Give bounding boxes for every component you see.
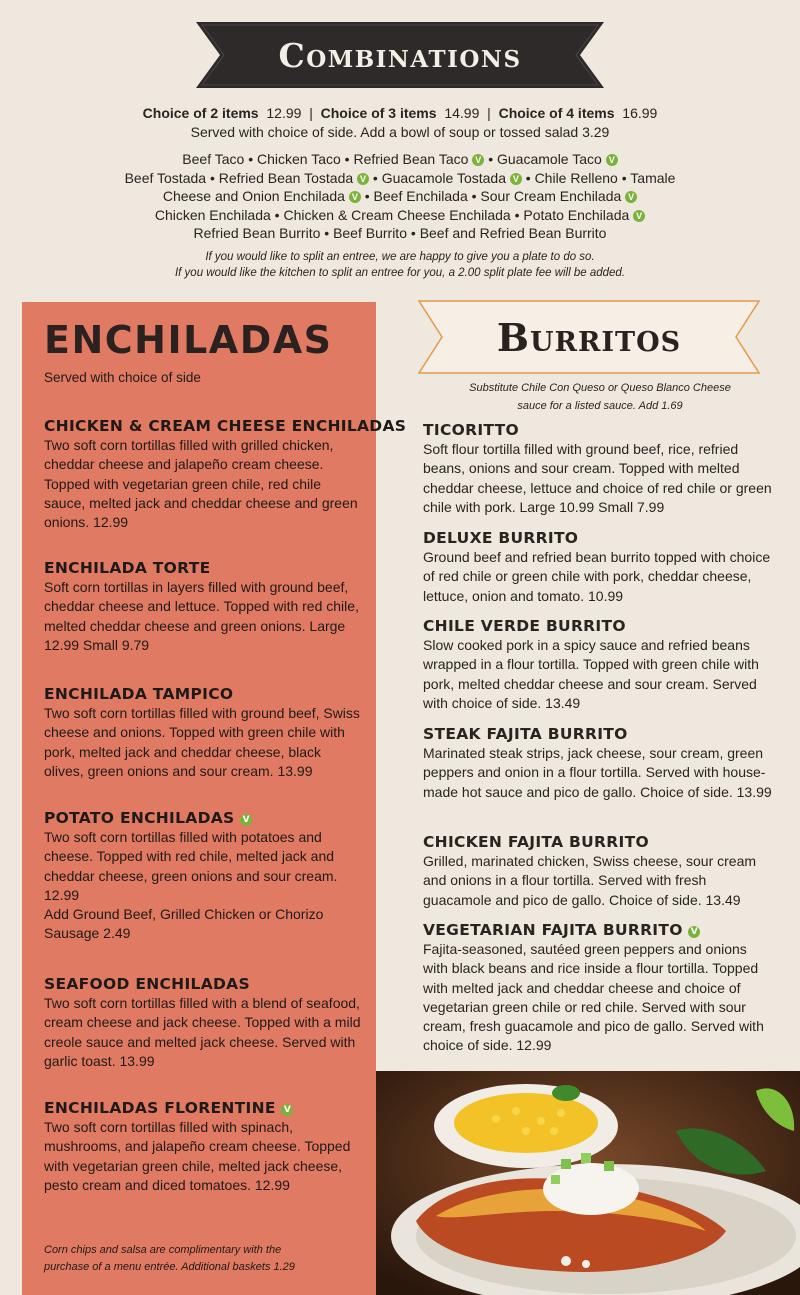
item-name-text: ENCHILADAS FLORENTINE [44,1099,276,1117]
bullet-separator: • [270,206,284,223]
item-description: Slow cooked pork in a spicy sauce and refried beans wrapped in a flour tortilla. Topped with green chile with pork, melted cheddar cheese and sour cream. Served with choice of side. 13.49 [423,637,759,711]
split-note-line: If you would like to split an entree, we are happy to give you a plate to do so. [205,250,595,263]
price-value: 16.99 [622,105,658,121]
item-name-text: POTATO ENCHILADAS [44,809,235,827]
footnote-line: purchase of a menu entrée. Additional baskets 1.29 [44,1261,295,1273]
menu-item [423,420,773,517]
vegetarian-icon: V [472,154,484,166]
vegetarian-icon: V [240,814,252,826]
combination-items-row [0,150,800,169]
enchiladas-subtitle: Served with choice of side [44,370,201,385]
item-description: Ground beef and refried bean burrito topped with choice of red chile or green chile with pork, cheddar cheese, lettuce, onion and tomato. 10.99 [423,549,771,604]
combination-item: Sour Cream Enchilada [480,188,622,205]
bullet-separator: • [617,169,631,186]
price-label: Choice of 4 items [498,105,615,121]
item-name: TICORITTO [423,421,519,439]
burritos-title: Burritos [496,314,682,360]
combination-item: Chicken Enchilada [154,206,271,223]
item-description: Two soft corn tortillas filled with ground beef, Swiss cheese and onions. Topped with green chile with pork, melted jack and cheddar cheese, black olives, green onions and sour cream. 13.99 [44,705,360,779]
split-note [0,249,800,281]
price-value: 14.99 [444,105,480,121]
item-name: DELUXE BURRITO [423,529,579,547]
combination-item: Guacamole Taco [497,151,602,167]
combination-item: Tamale [630,169,676,186]
bullet-separator: • [510,206,524,223]
item-description: Fajita-seasoned, sautéed green peppers and onions with black beans and rice inside a flour tortilla. Topped with melted jack and cheddar cheese and choice of vegetarian green chile or red chile. Served with sour cream, fresh guacamole and pico de gallo. Served with choice of side. 12.99 [423,941,764,1054]
item-addon: Add Ground Beef, Grilled Chicken or Chorizo Sausage 2.49 [44,906,324,942]
combination-item: Chicken & Cream Cheese Enchilada [283,206,511,223]
menu-item [44,808,364,944]
vegetarian-icon: V [688,926,700,938]
item-description: Soft flour tortilla filled with ground beef, rice, refried beans, onions and sour cream. Topped with melted cheddar cheese, lettuce and choice of red chile or green chile with pork. Large 10.99 Small 7.99 [423,441,772,515]
split-note-line: If you would like the kitchen to split an entree for you, a 2.00 split plate fee will be added. [174,266,626,279]
item-description: Soft corn tortillas in layers filled with ground beef, cheddar cheese and lettuce. Topped with red chile, melted cheddar cheese and green onions. Large 12.99 Small 9.79 [44,579,359,653]
menu-item [44,1098,364,1195]
item-name-text: VEGETARIAN FAJITA BURRITO [423,921,683,939]
item-description: Two soft corn tortillas filled with potatoes and cheese. Topped with red chile, melted jack and cheddar cheese, green onions and sour cream. 12.99 [44,829,338,903]
item-description: Two soft corn tortillas filled with grilled chicken, cheddar cheese and jalapeño cream cheese. Topped with vegetarian green chile, red chile sauce, melted jack and cheddar cheese and green onions. 12.99 [44,437,358,531]
item-name: ENCHILADA TORTE [44,559,211,577]
item-name [44,1098,364,1118]
item-name: CHICKEN & CREAM CHEESE ENCHILADAS [44,417,407,435]
combination-pricing: Choice of 2 items 12.99 | Choice of 3 items 14.99 | Choice of 4 items 16.99 [142,105,658,121]
item-name: CHICKEN FAJITA BURRITO [423,833,649,851]
item-description: Grilled, marinated chicken, Swiss cheese, sour cream and onions in a flour tortilla. Served with fresh guacamole and pico de gallo. Choice of side. 13.49 [423,853,757,908]
item-description: Two soft corn tortillas filled with a blend of seafood, cream cheese and jack cheese. Topped with a mild creole sauce and melted jack cheese. Served with garlic toast. 13.99 [44,995,361,1069]
chips-footnote [44,1242,295,1276]
plate-illustration [376,1071,800,1295]
note-line: Substitute Chile Con Queso or Queso Blanco Cheese [469,382,731,394]
menu-item [44,684,364,781]
item-name: STEAK FAJITA BURRITO [423,725,628,743]
combination-items-row [0,206,800,225]
combination-items-row [0,169,800,188]
combination-item: Chicken Taco [257,151,341,167]
vegetarian-icon: V [606,154,618,166]
item-description: Marinated steak strips, jack cheese, sour cream, green peppers and onion in a flour tortilla. Served with house-made hot sauce and pico de gallo. Choice of side. 13.99 [423,745,772,800]
burritos-substitute-note [400,379,800,415]
note-line: sauce for a listed sauce. Add 1.69 [517,400,683,412]
menu-item [423,920,773,1056]
menu-item [423,832,773,910]
combination-item: Beef Taco [182,151,245,167]
menu-item [44,416,407,532]
item-name-text: ENCHILADA TAMPICO [44,685,234,703]
bullet-separator: • [340,151,354,167]
combinations-banner [196,22,604,88]
combination-item: Refried Bean Burrito [193,225,321,242]
item-name: SEAFOOD ENCHILADAS [44,975,250,993]
item-name [44,684,364,704]
vegetarian-icon: V [357,173,369,185]
vegetarian-icon: V [633,210,645,222]
combination-item: Beef Burrito [333,225,407,242]
vegetarian-icon: V [281,1104,293,1116]
combination-item: Cheese and Onion Enchilada [162,188,345,205]
combination-items-row [0,224,800,243]
combination-item: Refried Bean Taco [353,151,469,167]
vegetarian-icon: V [349,191,361,203]
bullet-separator: • [360,188,374,205]
item-description: Two soft corn tortillas filled with spinach, mushrooms, and jalapeño cream cheese. Topped with vegetarian green chile, melted jack cheese, pesto cream and diced tomatoes. 12.99 [44,1119,351,1193]
burritos-banner [418,300,760,374]
price-value: 12.99 [266,105,302,121]
price-label: Choice of 3 items [320,105,437,121]
menu-item [44,558,364,655]
price-label: Choice of 2 items [142,105,259,121]
bullet-separator: • [484,151,497,167]
bullet-separator: • [320,225,334,242]
item-name [44,808,364,828]
item-name [423,920,773,940]
bullet-separator: • [369,169,382,186]
corn [454,1093,598,1153]
combination-item: Beef and Refried Bean Burrito [419,225,607,242]
bullet-separator: • [244,151,257,167]
vegetarian-icon: V [510,173,522,185]
vegetarian-icon: V [625,191,637,203]
served-with-note: Served with choice of side. Add a bowl of soup or tossed salad 3.29 [190,124,610,140]
combination-item: Beef Enchilada [373,188,468,205]
bullet-separator: • [467,188,481,205]
combination-item: Potato Enchilada [523,206,630,223]
combination-items [0,150,800,243]
menu-item [423,724,773,802]
bullet-separator: • [407,225,420,242]
bullet-separator: • [521,169,535,186]
burrito-photo [376,1071,800,1295]
menu-item [44,974,364,1071]
combinations-title: Combinations [278,35,522,75]
menu-item [423,616,773,713]
sour-cream [543,1163,639,1215]
combination-item: Chile Relleno [534,169,618,186]
combinations-section [0,104,800,281]
combination-item: Guacamole Tostada [381,169,506,186]
item-name: CHILE VERDE BURRITO [423,617,626,635]
combination-items-row [0,187,800,206]
menu-item [423,528,773,606]
combination-item: Beef Tostada [124,169,207,186]
enchiladas-panel [22,302,407,1295]
footnote-line: Corn chips and salsa are complimentary with the [44,1244,282,1256]
enchiladas-title: ENCHILADAS [44,318,333,362]
bullet-separator: • [206,169,219,186]
combination-item: Refried Bean Tostada [218,169,354,186]
